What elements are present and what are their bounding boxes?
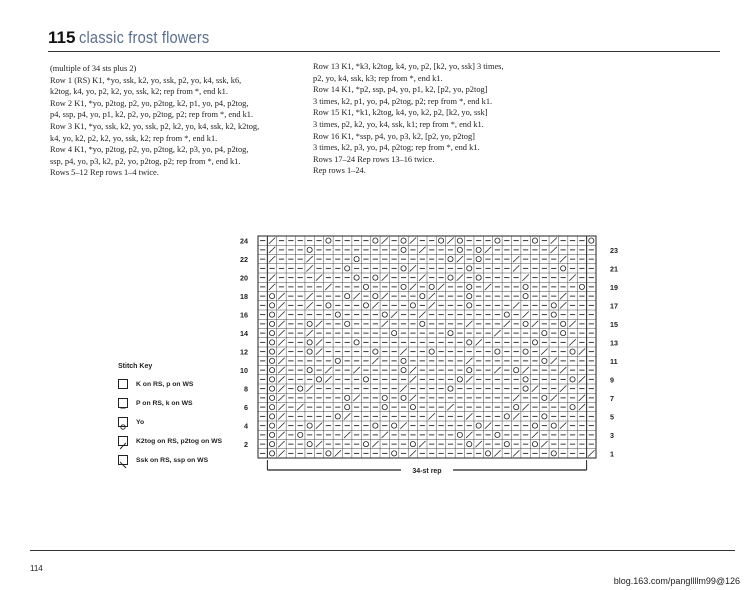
row-number-left: 6 bbox=[244, 403, 248, 413]
instruction-line: p2, yo, k4, ssk, k3; rep from *, end k1. bbox=[313, 73, 443, 83]
instruction-line: k4, yo, k2, p2, k2, yo, ssk, k2; rep from *, end k1. bbox=[50, 133, 218, 143]
watermark: blog.163.com/pangllllm99@126 bbox=[613, 576, 740, 586]
footer-rule bbox=[30, 550, 735, 551]
row-number-right: 3 bbox=[610, 430, 614, 440]
row-number-right: 1 bbox=[610, 449, 614, 459]
row-number-left: 20 bbox=[240, 273, 248, 283]
instruction-line: Row 13 K1, *k3, k2tog, k4, yo, p2, [k2, yo, ssk] 3 times, bbox=[313, 62, 504, 71]
stitch-key-label: K on RS, p on WS bbox=[136, 380, 194, 388]
row-number-left: 18 bbox=[240, 292, 248, 302]
instruction-line: Row 3 K1, *yo, ssk, k2, yo, ssk, p2, k2, yo, k4, ssk, k2, k2tog, bbox=[50, 121, 260, 131]
row-number-left: 24 bbox=[240, 236, 248, 246]
stitch-key-label: K2tog on RS, p2tog on WS bbox=[136, 437, 223, 445]
instruction-line: Row 14 K1, *p2, ssp, p4, yo, p1, k2, [p2, yo, p2tog] bbox=[313, 85, 488, 95]
instruction-line: Row 1 (RS) K1, *yo, ssk, k2, yo, ssk, p2, yo, k4, ssk, k6, bbox=[50, 75, 242, 85]
instruction-line: (multiple of 34 sts plus 2) bbox=[50, 64, 137, 73]
row-number-right: 11 bbox=[610, 356, 618, 366]
row-number-left: 4 bbox=[244, 421, 248, 431]
row-number-right: 13 bbox=[610, 338, 618, 348]
row-number-right: 17 bbox=[610, 301, 618, 311]
instruction-line: Row 2 K1, *yo, p2tog, p2, yo, p2tog, k2, p1, yo, p4, p2tog, bbox=[50, 98, 249, 108]
instruction-line: Rows 5–12 Rep rows 1–4 twice. bbox=[50, 168, 159, 178]
row-number-right: 21 bbox=[610, 264, 618, 274]
row-number-right: 9 bbox=[610, 375, 614, 385]
instruction-line: ssp, p4, yo, p3, k2, p2, yo, p2tog, p2; rep from *, end k1. bbox=[50, 156, 241, 166]
row-number-left: 8 bbox=[244, 384, 248, 394]
row-number-right: 19 bbox=[610, 282, 618, 292]
instruction-line: Row 4 K1, *yo, p2tog, p2, yo, p2tog, k2, p3, yo, p4, p2tog, bbox=[50, 145, 249, 155]
instruction-line: k2tog, k4, yo, p2, k2, yo, ssk, k2; rep from *, end k1. bbox=[50, 87, 228, 97]
row-number-right: 7 bbox=[610, 393, 614, 403]
row-number-left: 12 bbox=[240, 347, 248, 357]
page-number: 114 bbox=[30, 564, 43, 573]
row-number-right: 5 bbox=[610, 412, 614, 422]
stitch-key-label: Ssk on RS, ssp on WS bbox=[136, 456, 209, 464]
instruction-line: Row 16 K1, *ssp, p4, yo, p3, k2, [p2, yo, p2tog] bbox=[313, 131, 475, 141]
instruction-line: 3 times, k2, p3, yo, p4, p2tog; rep from *, end k1. bbox=[313, 143, 480, 153]
pattern-title: classic frost flowers bbox=[79, 28, 210, 47]
instruction-line: Rep rows 1–24. bbox=[313, 166, 366, 176]
row-number-right: 15 bbox=[610, 319, 618, 329]
pattern-number: 115 bbox=[48, 28, 76, 47]
instruction-line: p4, ssp, p4, yo, p1, k2, p2, yo, p2tog, p2; rep from *, end k1. bbox=[50, 110, 254, 120]
row-number-left: 10 bbox=[240, 366, 248, 376]
stitch-key-label: Yo bbox=[136, 418, 145, 426]
instruction-line: Rows 17–24 Rep rows 13–16 twice. bbox=[313, 154, 435, 164]
instruction-line: 3 times, k2, p1, yo, p4, p2tog, p2; rep from *, end k1. bbox=[313, 96, 493, 106]
instruction-line: Row 15 K1, *k1, k2tog, k4, yo, k2, p2, [k2, yo, ssk] bbox=[313, 108, 488, 118]
row-number-left: 22 bbox=[240, 255, 248, 265]
repeat-label: 34-st rep bbox=[412, 468, 442, 475]
row-number-left: 16 bbox=[240, 310, 248, 320]
instruction-line: 3 times, p2, k2, yo, k4, ssk, k1; rep from *, end k1. bbox=[313, 119, 484, 129]
row-number-left: 2 bbox=[244, 440, 248, 450]
stitch-key-title: Stitch Key bbox=[118, 363, 153, 370]
row-number-right: 23 bbox=[610, 245, 618, 255]
stitch-key-label: P on RS, k on WS bbox=[136, 399, 193, 407]
row-number-left: 14 bbox=[240, 329, 248, 339]
